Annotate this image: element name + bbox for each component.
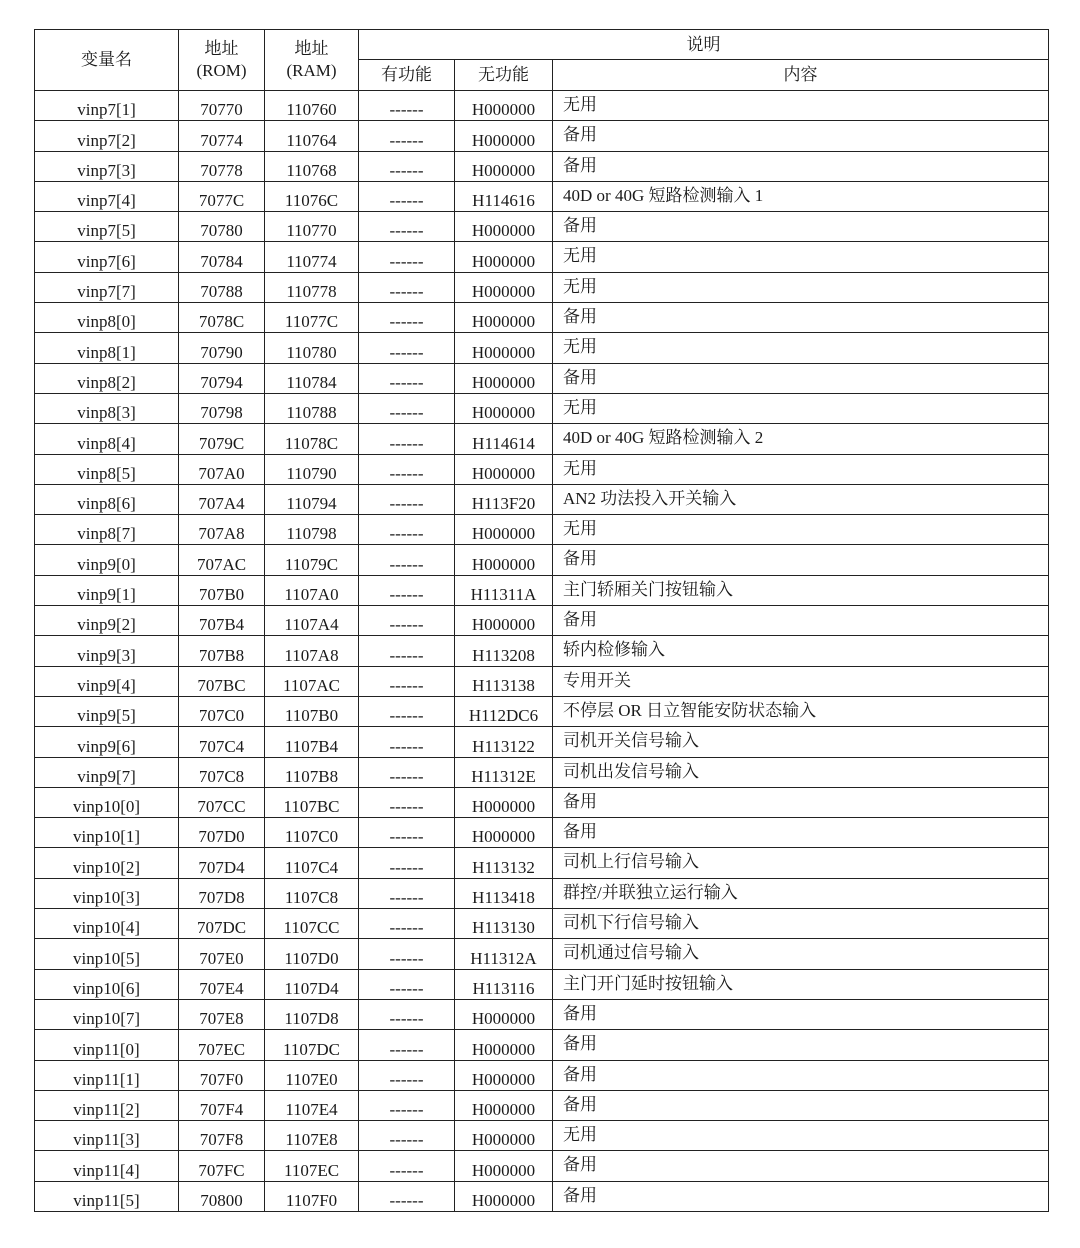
cell-func-yes: ------ (359, 333, 455, 363)
cell-addr-rom: 707E4 (179, 969, 265, 999)
cell-var-name: vinp7[1] (35, 91, 179, 121)
cell-func-no: H000000 (455, 242, 553, 272)
cell-func-yes: ------ (359, 151, 455, 181)
cell-func-yes: ------ (359, 424, 455, 454)
cell-var-name: vinp10[1] (35, 818, 179, 848)
cell-func-no: H000000 (455, 91, 553, 121)
cell-addr-ram: 1107D8 (265, 999, 359, 1029)
cell-addr-rom: 70778 (179, 151, 265, 181)
cell-var-name: vinp9[5] (35, 696, 179, 726)
cell-content: 司机开关信号输入 (553, 727, 1049, 757)
cell-func-yes: ------ (359, 545, 455, 575)
cell-addr-ram: 1107D4 (265, 969, 359, 999)
cell-var-name: vinp11[0] (35, 1030, 179, 1060)
cell-content: 无用 (553, 333, 1049, 363)
header-func-no: 无功能 (455, 60, 553, 91)
table-row (35, 363, 1049, 393)
cell-addr-rom: 707B8 (179, 636, 265, 666)
cell-addr-rom: 70770 (179, 91, 265, 121)
cell-func-no: H000000 (455, 1060, 553, 1090)
cell-func-yes: ------ (359, 848, 455, 878)
cell-addr-ram: 1107BC (265, 787, 359, 817)
cell-content: 40D or 40G 短路检测输入 1 (553, 181, 1049, 211)
cell-addr-ram: 110774 (265, 242, 359, 272)
cell-addr-ram: 1107C4 (265, 848, 359, 878)
cell-func-no: H113122 (455, 727, 553, 757)
cell-func-yes: ------ (359, 575, 455, 605)
cell-addr-ram: 1107C8 (265, 878, 359, 908)
cell-addr-rom: 707D4 (179, 848, 265, 878)
cell-func-no: H11312E (455, 757, 553, 787)
cell-var-name: vinp9[3] (35, 636, 179, 666)
cell-addr-ram: 1107E4 (265, 1090, 359, 1120)
cell-addr-ram: 11079C (265, 545, 359, 575)
cell-content: 备用 (553, 1090, 1049, 1120)
cell-addr-rom: 70790 (179, 333, 265, 363)
cell-func-yes: ------ (359, 969, 455, 999)
cell-content: 主门开门延时按钮输入 (553, 969, 1049, 999)
cell-func-yes: ------ (359, 1060, 455, 1090)
cell-var-name: vinp8[4] (35, 424, 179, 454)
cell-content: 司机下行信号输入 (553, 909, 1049, 939)
cell-addr-ram: 1107E8 (265, 1121, 359, 1151)
cell-addr-rom: 7077C (179, 181, 265, 211)
table-row (35, 454, 1049, 484)
cell-func-no: H000000 (455, 393, 553, 423)
cell-addr-rom: 707EC (179, 1030, 265, 1060)
table-row (35, 333, 1049, 363)
cell-func-yes: ------ (359, 1090, 455, 1120)
cell-var-name: vinp11[5] (35, 1181, 179, 1211)
cell-content: 司机上行信号输入 (553, 848, 1049, 878)
cell-var-name: vinp7[6] (35, 242, 179, 272)
cell-addr-ram: 1107F0 (265, 1181, 359, 1211)
cell-func-yes: ------ (359, 121, 455, 151)
cell-addr-ram: 1107A0 (265, 575, 359, 605)
cell-func-no: H000000 (455, 333, 553, 363)
cell-addr-rom: 707B4 (179, 606, 265, 636)
cell-addr-rom: 707C0 (179, 696, 265, 726)
cell-content: 备用 (553, 787, 1049, 817)
cell-addr-rom: 70798 (179, 393, 265, 423)
cell-func-yes: ------ (359, 454, 455, 484)
cell-content: 无用 (553, 272, 1049, 302)
table-row (35, 999, 1049, 1029)
cell-func-yes: ------ (359, 878, 455, 908)
cell-addr-ram: 110794 (265, 484, 359, 514)
cell-func-no: H000000 (455, 787, 553, 817)
cell-func-yes: ------ (359, 636, 455, 666)
table-body (35, 91, 1049, 1212)
cell-func-no: H000000 (455, 1151, 553, 1181)
cell-func-no: H000000 (455, 212, 553, 242)
cell-func-yes: ------ (359, 727, 455, 757)
cell-addr-rom: 707F8 (179, 1121, 265, 1151)
cell-content: 备用 (553, 545, 1049, 575)
header-addr-ram-unit: (RAM) (286, 61, 337, 80)
header-func-yes: 有功能 (359, 60, 455, 91)
table-row (35, 515, 1049, 545)
cell-content: 主门轿厢关门按钮输入 (553, 575, 1049, 605)
cell-var-name: vinp7[4] (35, 181, 179, 211)
header-description: 说明 (359, 30, 1049, 60)
cell-content: 专用开关 (553, 666, 1049, 696)
cell-func-no: H113132 (455, 848, 553, 878)
cell-var-name: vinp11[4] (35, 1151, 179, 1181)
cell-content: 40D or 40G 短路检测输入 2 (553, 424, 1049, 454)
cell-func-no: H000000 (455, 1030, 553, 1060)
cell-func-no: H113138 (455, 666, 553, 696)
cell-content: 备用 (553, 212, 1049, 242)
cell-addr-ram: 1107B0 (265, 696, 359, 726)
cell-addr-rom: 707E0 (179, 939, 265, 969)
cell-func-yes: ------ (359, 999, 455, 1029)
table-row (35, 969, 1049, 999)
cell-addr-ram: 1107A4 (265, 606, 359, 636)
cell-content: 无用 (553, 454, 1049, 484)
table-row (35, 545, 1049, 575)
table-row (35, 1181, 1049, 1211)
cell-var-name: vinp9[7] (35, 757, 179, 787)
cell-var-name: vinp8[5] (35, 454, 179, 484)
cell-func-yes: ------ (359, 909, 455, 939)
cell-func-no: H000000 (455, 1181, 553, 1211)
cell-addr-rom: 70774 (179, 121, 265, 151)
cell-func-no: H000000 (455, 121, 553, 151)
cell-var-name: vinp10[6] (35, 969, 179, 999)
cell-func-yes: ------ (359, 1151, 455, 1181)
cell-addr-ram: 110778 (265, 272, 359, 302)
cell-addr-ram: 1107B8 (265, 757, 359, 787)
cell-addr-rom: 707B0 (179, 575, 265, 605)
cell-content: 备用 (553, 303, 1049, 333)
cell-func-yes: ------ (359, 515, 455, 545)
cell-addr-ram: 1107E0 (265, 1060, 359, 1090)
cell-content: 备用 (553, 151, 1049, 181)
cell-addr-rom: 707AC (179, 545, 265, 575)
cell-func-no: H113208 (455, 636, 553, 666)
cell-addr-rom: 7079C (179, 424, 265, 454)
cell-var-name: vinp8[1] (35, 333, 179, 363)
cell-var-name: vinp10[0] (35, 787, 179, 817)
table-row (35, 1030, 1049, 1060)
header-addr-ram (265, 30, 359, 91)
cell-addr-ram: 11078C (265, 424, 359, 454)
cell-content: 无用 (553, 515, 1049, 545)
cell-func-yes: ------ (359, 666, 455, 696)
cell-addr-ram: 1107CC (265, 909, 359, 939)
cell-addr-rom: 707BC (179, 666, 265, 696)
table-row (35, 181, 1049, 211)
cell-content: 备用 (553, 363, 1049, 393)
cell-addr-ram: 110790 (265, 454, 359, 484)
cell-var-name: vinp7[2] (35, 121, 179, 151)
cell-func-yes: ------ (359, 1181, 455, 1211)
header-var-name: 变量名 (35, 30, 179, 91)
cell-addr-ram: 11076C (265, 181, 359, 211)
cell-addr-rom: 70800 (179, 1181, 265, 1211)
cell-addr-rom: 70788 (179, 272, 265, 302)
header-addr-rom-unit: (ROM) (196, 61, 247, 80)
header-row-1 (35, 30, 1049, 60)
table-row (35, 393, 1049, 423)
cell-addr-rom: 70780 (179, 212, 265, 242)
cell-var-name: vinp11[2] (35, 1090, 179, 1120)
cell-func-no: H000000 (455, 363, 553, 393)
cell-content: 备用 (553, 999, 1049, 1029)
cell-var-name: vinp10[2] (35, 848, 179, 878)
variable-address-table (34, 29, 1049, 1212)
cell-func-no: H114614 (455, 424, 553, 454)
header-addr-rom (179, 30, 265, 91)
cell-func-no: H000000 (455, 545, 553, 575)
cell-func-no: H000000 (455, 303, 553, 333)
cell-content: 无用 (553, 242, 1049, 272)
cell-addr-ram: 11077C (265, 303, 359, 333)
table-row (35, 1090, 1049, 1120)
cell-func-yes: ------ (359, 363, 455, 393)
cell-func-no: H113116 (455, 969, 553, 999)
table-row (35, 151, 1049, 181)
cell-func-no: H112DC6 (455, 696, 553, 726)
table-row (35, 121, 1049, 151)
cell-addr-ram: 1107DC (265, 1030, 359, 1060)
cell-func-yes: ------ (359, 484, 455, 514)
cell-addr-rom: 707D8 (179, 878, 265, 908)
cell-func-no: H000000 (455, 1090, 553, 1120)
cell-var-name: vinp9[4] (35, 666, 179, 696)
cell-func-yes: ------ (359, 818, 455, 848)
cell-func-yes: ------ (359, 212, 455, 242)
table-row (35, 1121, 1049, 1151)
cell-func-yes: ------ (359, 1030, 455, 1060)
table-row (35, 606, 1049, 636)
cell-content: 司机通过信号输入 (553, 939, 1049, 969)
cell-func-yes: ------ (359, 91, 455, 121)
cell-content: 备用 (553, 606, 1049, 636)
table-row (35, 909, 1049, 939)
cell-func-no: H000000 (455, 515, 553, 545)
cell-addr-ram: 1107B4 (265, 727, 359, 757)
table-row (35, 575, 1049, 605)
table-row (35, 1151, 1049, 1181)
cell-var-name: vinp9[0] (35, 545, 179, 575)
cell-func-no: H113F20 (455, 484, 553, 514)
cell-func-yes: ------ (359, 1121, 455, 1151)
table-row (35, 696, 1049, 726)
header-addr-rom-label: 地址 (204, 39, 239, 58)
table-row (35, 424, 1049, 454)
cell-func-no: H000000 (455, 454, 553, 484)
table-row (35, 303, 1049, 333)
cell-func-no: H114616 (455, 181, 553, 211)
cell-addr-ram: 110784 (265, 363, 359, 393)
cell-addr-rom: 70794 (179, 363, 265, 393)
cell-addr-ram: 110788 (265, 393, 359, 423)
cell-content: 轿内检修输入 (553, 636, 1049, 666)
cell-func-yes: ------ (359, 272, 455, 302)
cell-var-name: vinp10[4] (35, 909, 179, 939)
table-row (35, 91, 1049, 121)
table-row (35, 1060, 1049, 1090)
table-row (35, 848, 1049, 878)
cell-addr-ram: 1107EC (265, 1151, 359, 1181)
cell-addr-rom: 707A0 (179, 454, 265, 484)
cell-addr-ram: 110798 (265, 515, 359, 545)
cell-var-name: vinp9[2] (35, 606, 179, 636)
cell-func-no: H000000 (455, 1121, 553, 1151)
cell-func-no: H000000 (455, 272, 553, 302)
cell-func-yes: ------ (359, 393, 455, 423)
cell-content: 备用 (553, 818, 1049, 848)
cell-var-name: vinp11[3] (35, 1121, 179, 1151)
table-row (35, 787, 1049, 817)
table-row (35, 666, 1049, 696)
cell-content: 备用 (553, 1151, 1049, 1181)
cell-func-yes: ------ (359, 303, 455, 333)
cell-content: 备用 (553, 121, 1049, 151)
cell-addr-ram: 1107C0 (265, 818, 359, 848)
cell-var-name: vinp8[2] (35, 363, 179, 393)
table-row (35, 636, 1049, 666)
cell-content: 司机出发信号输入 (553, 757, 1049, 787)
cell-func-no: H000000 (455, 151, 553, 181)
cell-addr-ram: 1107D0 (265, 939, 359, 969)
cell-addr-rom: 707C8 (179, 757, 265, 787)
cell-func-no: H11312A (455, 939, 553, 969)
table-row (35, 939, 1049, 969)
cell-content: 备用 (553, 1060, 1049, 1090)
cell-addr-rom: 707F4 (179, 1090, 265, 1120)
cell-addr-rom: 707F0 (179, 1060, 265, 1090)
cell-func-yes: ------ (359, 696, 455, 726)
cell-content: AN2 功法投入开关输入 (553, 484, 1049, 514)
cell-addr-rom: 707C4 (179, 727, 265, 757)
cell-content: 群控/并联独立运行输入 (553, 878, 1049, 908)
cell-addr-ram: 110760 (265, 91, 359, 121)
cell-func-yes: ------ (359, 606, 455, 636)
cell-addr-rom: 707A4 (179, 484, 265, 514)
cell-addr-rom: 7078C (179, 303, 265, 333)
table-row (35, 727, 1049, 757)
cell-addr-rom: 707CC (179, 787, 265, 817)
cell-addr-ram: 110780 (265, 333, 359, 363)
cell-addr-rom: 707D0 (179, 818, 265, 848)
header-addr-ram-label: 地址 (294, 39, 329, 58)
cell-var-name: vinp8[6] (35, 484, 179, 514)
cell-addr-ram: 110770 (265, 212, 359, 242)
table-row (35, 242, 1049, 272)
cell-var-name: vinp11[1] (35, 1060, 179, 1090)
header-content: 内容 (553, 60, 1049, 91)
cell-content: 备用 (553, 1030, 1049, 1060)
cell-var-name: vinp8[7] (35, 515, 179, 545)
cell-func-no: H113130 (455, 909, 553, 939)
cell-func-yes: ------ (359, 757, 455, 787)
cell-addr-rom: 70784 (179, 242, 265, 272)
cell-func-no: H000000 (455, 606, 553, 636)
cell-var-name: vinp8[3] (35, 393, 179, 423)
cell-func-yes: ------ (359, 242, 455, 272)
cell-var-name: vinp7[5] (35, 212, 179, 242)
cell-var-name: vinp9[6] (35, 727, 179, 757)
cell-content: 无用 (553, 1121, 1049, 1151)
cell-addr-ram: 1107A8 (265, 636, 359, 666)
cell-content: 无用 (553, 91, 1049, 121)
cell-addr-rom: 707E8 (179, 999, 265, 1029)
cell-addr-rom: 707FC (179, 1151, 265, 1181)
cell-func-no: H000000 (455, 999, 553, 1029)
table-row (35, 878, 1049, 908)
cell-var-name: vinp7[7] (35, 272, 179, 302)
cell-addr-rom: 707DC (179, 909, 265, 939)
cell-func-yes: ------ (359, 181, 455, 211)
cell-var-name: vinp10[5] (35, 939, 179, 969)
table-row (35, 212, 1049, 242)
cell-func-no: H113418 (455, 878, 553, 908)
cell-func-yes: ------ (359, 939, 455, 969)
table-row (35, 818, 1049, 848)
table-row (35, 757, 1049, 787)
cell-content: 备用 (553, 1181, 1049, 1211)
cell-var-name: vinp10[7] (35, 999, 179, 1029)
cell-addr-ram: 1107AC (265, 666, 359, 696)
table-row (35, 484, 1049, 514)
cell-content: 无用 (553, 393, 1049, 423)
cell-var-name: vinp9[1] (35, 575, 179, 605)
cell-var-name: vinp7[3] (35, 151, 179, 181)
cell-addr-ram: 110768 (265, 151, 359, 181)
cell-addr-rom: 707A8 (179, 515, 265, 545)
cell-var-name: vinp10[3] (35, 878, 179, 908)
cell-addr-ram: 110764 (265, 121, 359, 151)
cell-var-name: vinp8[0] (35, 303, 179, 333)
table-row (35, 272, 1049, 302)
cell-func-no: H000000 (455, 818, 553, 848)
cell-func-no: H11311A (455, 575, 553, 605)
cell-content: 不停层 OR 日立智能安防状态输入 (553, 696, 1049, 726)
cell-func-yes: ------ (359, 787, 455, 817)
